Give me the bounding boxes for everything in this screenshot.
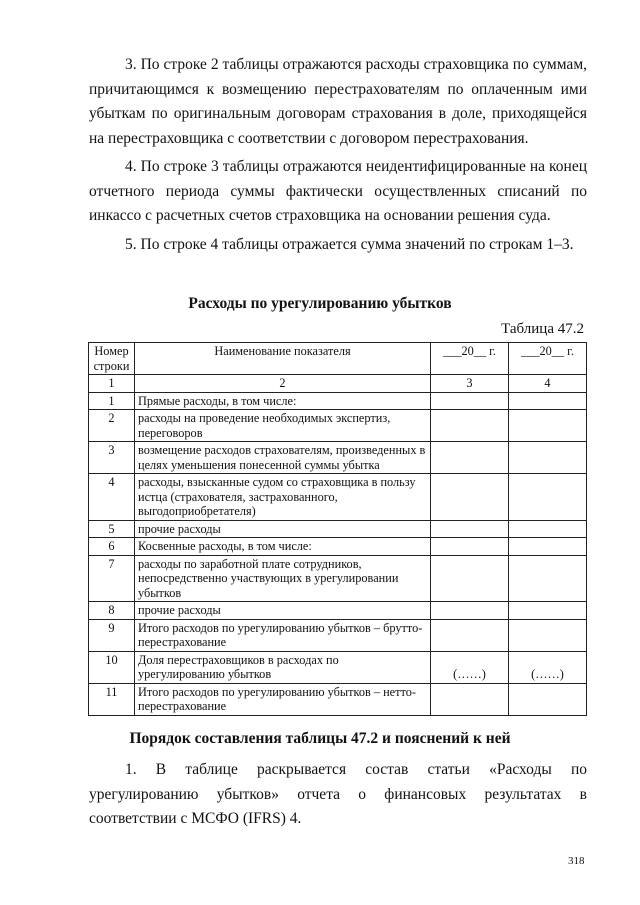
header-year-2: ___20__ г. xyxy=(509,343,587,375)
column-number-2: 2 xyxy=(135,375,431,393)
row-number: 5 xyxy=(89,520,135,538)
row-value-year-1 xyxy=(431,442,509,474)
table-row xyxy=(89,538,587,556)
row-indicator-name: прочие расходы xyxy=(135,520,431,538)
row-indicator-name: расходы на проведение необходимых экспертиз, переговоров xyxy=(135,410,431,442)
row-value-year-1 xyxy=(431,474,509,521)
row-value-year-2 xyxy=(509,683,587,715)
row-indicator-name: Прямые расходы, в том числе: xyxy=(135,392,431,410)
header-row-number: Номер строки xyxy=(89,343,135,375)
table-row xyxy=(89,392,587,410)
row-number: 6 xyxy=(89,538,135,556)
row-value-year-2 xyxy=(509,538,587,556)
row-value-year-2 xyxy=(509,520,587,538)
row-value-year-2 xyxy=(509,442,587,474)
table-row xyxy=(89,602,587,620)
row-value-year-2 xyxy=(509,474,587,521)
table-row xyxy=(89,619,587,651)
row-indicator-name: Итого расходов по урегулированию убытков – нетто-перестрахование xyxy=(135,683,431,715)
row-value-year-1: (……) xyxy=(431,651,509,683)
row-value-year-1 xyxy=(431,683,509,715)
row-indicator-name: Итого расходов по урегулированию убытков – брутто-перестрахование xyxy=(135,619,431,651)
page-number: 318 xyxy=(568,855,585,867)
row-value-year-2 xyxy=(509,392,587,410)
table-row xyxy=(89,410,587,442)
column-number-3: 3 xyxy=(431,375,509,393)
expenses-table xyxy=(88,342,587,716)
row-number: 8 xyxy=(89,602,135,620)
row-number: 10 xyxy=(89,651,135,683)
paragraph-5: 5. По строке 4 таблицы отражается сумма значений по строкам 1–3. xyxy=(125,236,574,253)
row-value-year-1 xyxy=(431,538,509,556)
row-indicator-name: возмещение расходов страхователям, произведенных в целях уменьшения понесенной суммы убытка xyxy=(135,442,431,474)
row-value-year-2: (……) xyxy=(509,651,587,683)
row-value-year-2 xyxy=(509,619,587,651)
row-value-year-1 xyxy=(431,619,509,651)
table-row xyxy=(89,520,587,538)
closing-paragraph: 1. В таблице раскрывается состав статьи «Расходы по урегулированию убытков» отчета о финансовых результатах в соответствии с МСФО (IFRS) 4. xyxy=(89,761,587,827)
column-number-4: 4 xyxy=(509,375,587,393)
table-body xyxy=(89,392,587,715)
row-value-year-1 xyxy=(431,520,509,538)
paragraph-4: 4. По строке 3 таблицы отражаются неидентифицированные на конец отчетного периода суммы фактически осуществленных списаний по инкассо с расчетных счетов страховщика на основании решения суда. xyxy=(89,158,587,224)
row-value-year-1 xyxy=(431,555,509,602)
row-indicator-name: прочие расходы xyxy=(135,602,431,620)
row-number: 3 xyxy=(89,442,135,474)
row-number: 1 xyxy=(89,392,135,410)
paragraph-3: 3. По строке 2 таблицы отражаются расходы страховщика по суммам, причитающимся к возмещению перестрахователям по оплаченным ими убыткам по оригинальным договорам страхования в доле, приходящейся на перестраховщика с соответствии с договором перестрахования. xyxy=(89,56,587,147)
table-title: Расходы по урегулированию убытков xyxy=(188,295,452,312)
row-number: 7 xyxy=(89,555,135,602)
row-indicator-name: Косвенные расходы, в том числе: xyxy=(135,538,431,556)
row-indicator-name: Доля перестраховщиков в расходах по урегулированию убытков xyxy=(135,651,431,683)
column-number-1: 1 xyxy=(89,375,135,393)
header-indicator-name: Наименование показателя xyxy=(135,343,431,375)
section-heading: Порядок составления таблицы 47.2 и пояснений к ней xyxy=(129,730,511,747)
row-indicator-name: расходы по заработной плате сотрудников, непосредственно участвующих в урегулировании убытков xyxy=(135,555,431,602)
table-row xyxy=(89,442,587,474)
row-value-year-1 xyxy=(431,392,509,410)
row-value-year-2 xyxy=(509,602,587,620)
row-value-year-1 xyxy=(431,602,509,620)
row-number: 11 xyxy=(89,683,135,715)
table-row xyxy=(89,683,587,715)
table-header-row xyxy=(89,343,587,375)
row-value-year-2 xyxy=(509,410,587,442)
column-number-row xyxy=(89,375,587,393)
row-number: 9 xyxy=(89,619,135,651)
row-value-year-2 xyxy=(509,555,587,602)
row-value-year-1 xyxy=(431,410,509,442)
row-number: 4 xyxy=(89,474,135,521)
table-row xyxy=(89,474,587,521)
header-year-1: ___20__ г. xyxy=(431,343,509,375)
row-number: 2 xyxy=(89,410,135,442)
row-indicator-name: расходы, взысканные судом со страховщика в пользу истца (страхователя, застрахованного, выгодоприобретателя) xyxy=(135,474,431,521)
table-caption: Таблица 47.2 xyxy=(501,321,584,337)
table-row xyxy=(89,555,587,602)
table-row xyxy=(89,651,587,683)
